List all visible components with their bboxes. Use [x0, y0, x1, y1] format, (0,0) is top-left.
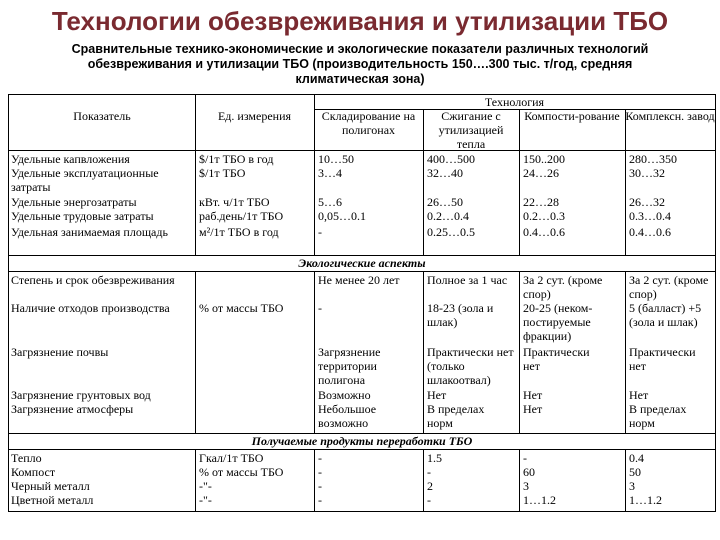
grid-line	[195, 271, 196, 433]
row-name: Удельные капвложения	[11, 152, 130, 166]
value-complex: Нет	[629, 388, 649, 402]
grid-line	[9, 449, 715, 450]
grid-line	[9, 150, 715, 151]
row-name: Загрязнение почвы	[11, 345, 109, 359]
value-landfill: Небольшое возможно	[318, 402, 377, 430]
value-incineration: 18-23 (зола и шлак)	[427, 301, 494, 329]
value-complex: 30…32	[629, 166, 665, 180]
value-incineration: 2	[427, 479, 433, 493]
value-complex: За 2 сут. (кроме спор)	[629, 273, 709, 301]
value-complex: 3	[629, 479, 635, 493]
grid-line	[314, 449, 315, 511]
row-unit: $/1т ТБО	[199, 166, 246, 180]
grid-line	[9, 271, 715, 272]
value-landfill: -	[318, 493, 322, 507]
grid-line	[625, 449, 626, 511]
value-landfill: Возможно	[318, 388, 371, 402]
row-name: Загрязнение атмосферы	[11, 402, 134, 416]
value-complex: 0.3…0.4	[629, 209, 671, 223]
value-incineration: Полное за 1 час	[427, 273, 508, 287]
section-products: Получаемые продукты переработки ТБО	[251, 434, 473, 448]
row-unit: раб.день/1т ТБО	[199, 209, 284, 223]
grid-line	[195, 449, 196, 511]
slide-title: Технологии обезвреживания и утилизации ТБО	[51, 6, 669, 36]
row-name: Загрязнение грунтовых вод	[11, 388, 151, 402]
grid-line	[625, 109, 626, 255]
section-ecology: Экологические аспекты	[298, 256, 426, 270]
value-landfill: 5…6	[318, 195, 342, 209]
grid-line	[519, 271, 520, 433]
value-landfill: -	[318, 465, 322, 479]
row-name: Цветной металл	[11, 493, 94, 507]
value-complex: 26…32	[629, 195, 665, 209]
row-name: Компост	[11, 465, 56, 479]
row-unit: м²/1т ТБО в год	[199, 225, 279, 239]
row-name: Черный металл	[11, 479, 90, 493]
value-composting: Нет	[523, 402, 543, 416]
value-complex: 1…1.2	[629, 493, 662, 507]
row-name: Удельные эксплуатационные затраты	[11, 166, 159, 194]
row-name: Удельная занимаемая площадь	[11, 225, 168, 239]
value-landfill: 3…4	[318, 166, 342, 180]
value-composting: 3	[523, 479, 529, 493]
header-tech-complex: Комплексн. завод	[625, 109, 715, 123]
header-tech-incineration: Сжигание с утилизацией тепла	[438, 109, 504, 151]
header-unit: Ед. измерения	[217, 109, 292, 123]
value-landfill: 10…50	[318, 152, 354, 166]
grid-line	[625, 271, 626, 433]
row-name: Удельные энергозатраты	[11, 195, 137, 209]
row-unit: Гкал/1т ТБО	[199, 451, 264, 465]
row-name: Наличие отходов производства	[11, 301, 170, 315]
value-incineration: -	[427, 465, 431, 479]
value-landfill: -	[318, 451, 322, 465]
value-complex: В пределах норм	[629, 402, 687, 430]
row-unit: % от массы ТБО	[199, 465, 284, 479]
value-complex: 0.4	[629, 451, 644, 465]
value-composting: Нет	[523, 388, 543, 402]
comparison-table	[8, 94, 716, 512]
value-incineration: 400…500	[427, 152, 475, 166]
value-landfill: Загрязнение территории полигона	[318, 345, 381, 387]
value-complex: 0.4…0.6	[629, 225, 671, 239]
value-complex: 50	[629, 465, 641, 479]
row-unit: кВт. ч/1т ТБО	[199, 195, 270, 209]
value-composting: 1…1.2	[523, 493, 556, 507]
row-unit: -"-	[199, 479, 212, 493]
value-complex: Практически нет	[629, 345, 696, 373]
value-landfill: Не менее 20 лет	[318, 273, 400, 287]
value-composting: За 2 сут. (кроме спор)	[523, 273, 603, 301]
value-composting: -	[523, 451, 527, 465]
value-composting: Практически нет	[523, 345, 590, 373]
row-name: Удельные трудовые затраты	[11, 209, 154, 223]
header-technology: Технология	[484, 95, 545, 109]
value-landfill: -	[318, 301, 322, 315]
value-incineration: 32…40	[427, 166, 463, 180]
value-incineration: -	[427, 493, 431, 507]
value-incineration: Практически нет (только шлакоотвал)	[427, 345, 514, 387]
slide-subtitle: Сравнительные технико-экономические и экологические показатели различных технологий обезвреживания и утилизации ТБО (производительность 150….300 тыс. т/год, средняя климатическая зона)	[71, 42, 649, 86]
value-composting: 20-25 (неком-постируемые фракции)	[523, 301, 593, 343]
value-complex: 280…350	[629, 152, 677, 166]
value-complex: 5 (балласт) +5 (зола и шлак)	[629, 301, 702, 329]
value-composting: 24…26	[523, 166, 559, 180]
value-incineration: 0.25…0.5	[427, 225, 475, 239]
value-incineration: 0.2…0.4	[427, 209, 469, 223]
grid-line	[519, 449, 520, 511]
value-incineration: 26…50	[427, 195, 463, 209]
value-landfill: -	[318, 225, 322, 239]
row-unit: $/1т ТБО в год	[199, 152, 274, 166]
value-incineration: Нет	[427, 388, 447, 402]
value-composting: 60	[523, 465, 535, 479]
grid-line	[423, 449, 424, 511]
header-tech-landfill: Складирование на полигонах	[321, 109, 416, 137]
grid-line	[423, 271, 424, 433]
grid-line	[314, 271, 315, 433]
grid-line	[519, 109, 520, 255]
value-landfill: -	[318, 479, 322, 493]
value-composting: 22…28	[523, 195, 559, 209]
value-composting: 150..200	[523, 152, 565, 166]
value-incineration: 1.5	[427, 451, 442, 465]
value-landfill: 0,05…0.1	[318, 209, 366, 223]
value-composting: 0.2…0.3	[523, 209, 565, 223]
header-tech-composting: Компости-рование	[524, 109, 620, 123]
value-composting: 0.4…0.6	[523, 225, 565, 239]
row-name: Тепло	[11, 451, 42, 465]
value-incineration: В пределах норм	[427, 402, 485, 430]
row-unit: % от массы ТБО	[199, 301, 284, 315]
row-name: Степень и срок обезвреживания	[11, 273, 175, 287]
row-unit: -"-	[199, 493, 212, 507]
header-indicator: Показатель	[73, 109, 131, 123]
